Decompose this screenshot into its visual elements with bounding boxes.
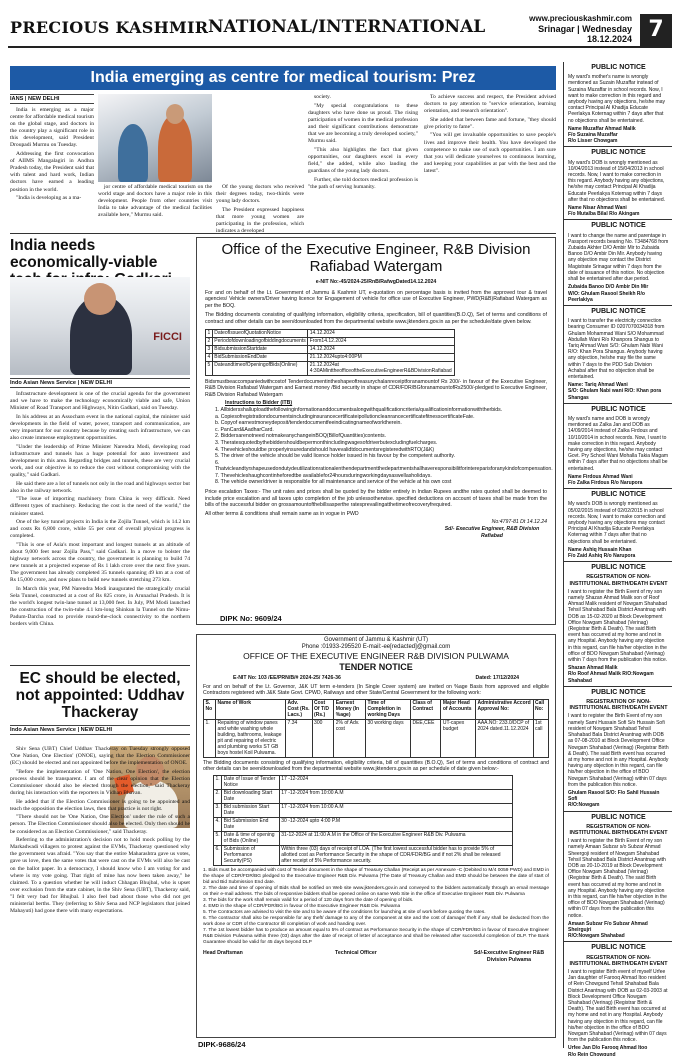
paragraph: "India is developing as a ma-: [16, 195, 82, 202]
paragraph: 4. Thevehicleshouldbe properlyinsuredandshould havevalidtdocumentsregisteredwithRTO(J&K): [215, 446, 435, 453]
notice-heading: PUBLIC NOTICE: [591, 149, 646, 157]
table-cell: BidSubmissionEndDate: [212, 353, 307, 361]
tender2-dated: Dated: 17/12/2024: [475, 675, 519, 681]
notice-heading: PUBLIC NOTICE: [591, 688, 646, 696]
table-cell: Bid submission Start Date: [222, 803, 280, 817]
notice-signature: Shazan Ahmad Malik R/o Roof Ahmad Malik R/O:Nowgam Shahabad: [568, 665, 654, 684]
notice-signature: Name: Tariq Ahmad Wani S/O: Ghulam Nabi wani R/O: Khan pora Shangas: [568, 382, 662, 401]
table-row: [206, 361, 455, 375]
public-notice: [564, 687, 672, 812]
tender2-notes: [203, 868, 549, 946]
notice-signature: Name Nisar Ahmad Wani F/o Mutalba Bilal R/o Akingam: [568, 205, 640, 218]
table-row: [206, 337, 455, 345]
column-header: Name of Work: [216, 699, 286, 719]
paragraph: India is emerging as a major centre for affordable medical tourism on the global stage, and doctors in the country play a significant role in this development, said President Droupadi Murmu on Tuesday.: [10, 107, 94, 149]
lead-col-1: [10, 94, 94, 204]
newspaper-logo: PRECIOUS KASHMIR: [10, 18, 209, 37]
table-cell: 31-12-2024 at 11:00 A.M in the Office of the Executive Engineer R&B Div. Pulwama: [279, 831, 512, 845]
notice-heading: PUBLIC NOTICE: [591, 564, 646, 572]
paragraph: jor centre of affordable medical tourism on the world stage and doctors have a major role in this development. People from other countries visit India to take advantage of the medical facilities available here," Murmu said.: [98, 184, 212, 219]
table-cell: 30 -12-2024 upto 4:00 P.M: [279, 817, 512, 831]
notice-signature: Amaan Subzar F/o Subzar Ahmad Sheirgujri R/O:Nowgam Shahabad: [568, 920, 648, 940]
paragraph: 8. The vehicle owner/driver is responsible for all maintenance and service of the vehicle at his own cost: [215, 479, 452, 486]
table-cell: 3.: [214, 803, 222, 817]
table-cell: Bid Submission End Date: [222, 817, 280, 831]
lead-text-4: [308, 94, 418, 192]
notice-subheading: REGISTRATION OF NON-INSTITUTIONAL BIRTH/DEATH EVENT: [569, 699, 668, 712]
column-header: Adv. Cost (Rs. Lacs.): [286, 699, 313, 719]
column-header: Time of Completion in working Days: [365, 699, 410, 719]
tender1-title: Office of the Executive Engineer, R&B Division Rafiabad Watergam: [221, 241, 531, 275]
paragraph: b. Copyof earnestmoneydeposit/tenderdocumentfeeindicatingnameofworktherein.: [215, 420, 402, 427]
tender2-work-table: [203, 699, 549, 758]
paragraph: "This also highlights the fact that given opportunities, our daughters excel in every field," she added, while also lauding the guardians of the young lady doctors.: [308, 146, 418, 174]
ec-byline: Indo Asian News Service | NEW DELHI: [10, 725, 190, 735]
tender2-office: OFFICE OF THE EXECUTIVE ENGINEER R&B DIVISION PULWAMA: [243, 651, 509, 661]
tender1-para3: Bidsmustbeaccompaniedwithcostof Tenderdocumentintheshapeoftreasurychalanreceiptforanamountof Rs 200/- in favour of the Executive Engineer, R&B Division Rafiabad Watergam and Earnest money /Bid security in shape of CDR/FDR/BGforanamountofRs2500/-pledged to Executive Engineer, R&B Division Rafiabad Watergam: [205, 378, 547, 398]
notice-signature: Zubaida Banoo D/O Ambir Din Mir W/O: Ghulam Rasool Sheikh R/o Peerlakiya: [568, 284, 649, 303]
table-row: [206, 345, 455, 353]
paragraph: 5. The driver of the vehicle should be valid licence holder issued in his favour by the competent authority.: [215, 453, 456, 460]
table-cell: 30 working days: [365, 719, 410, 757]
table-cell: 21.12.2024upto4:00PM: [308, 353, 455, 361]
table-row: [214, 775, 513, 789]
table-cell: Periodofdownloadingofbiddingdocuments: [214, 338, 306, 345]
tender1-nit: e-NIT No:-45/2024-25/RnB/RafwgDated14.12.2024: [315, 279, 437, 285]
notice-body: My ward's DOB is wrongly mentioned as 05/02/2015 instead of 02/02/2015 in school records. Now, I want to make correction and anybody having any objections may contact Principal Al Khadija Educate Peerlakya Koternag within 7 days after that no objections shall be entertained.: [568, 501, 666, 545]
paragraph: In his address at an Assocham event in the national capital, the minister said developments in the field of water, power, transport and communication, are very important for our country because by creating such infrastructure, we can also create immense employment opportunities.: [10, 413, 190, 442]
tender-notice-rafiabad: [196, 237, 556, 625]
notice-body: I want to register the Birth Event of my son namely Sami Hussain Sofi S/o Hussain Sofi resident of Nowgam Shahabad Tehsil Shahabad Bala District Anantnag with DOB as 07-08-2010 at Block Development Office Nowgam Shahabad (Verinag) (Registrar Birth & Death). The said Birth event has occurred at my home and not in any Hospital. Anybody having any objection in this regard, can file his/her objection in the office of BDO Nowgam Shahabad (Verinag) within 07 days from the publication this notice.: [568, 713, 669, 788]
paragraph: "You will get invaluable opportunities to save people's lives and improve their health. You have developed the competence to make use of such opportunities. I am sure that you will dedicate yourselves to continuous learning, and keeping your capabilities at par with the best and the latest".: [424, 132, 556, 174]
table-cell: 6.: [214, 845, 222, 865]
table-cell: 14.12.2024: [308, 345, 455, 353]
table-cell: Date of Issue of Tender Notice: [222, 775, 280, 789]
murmu-photo: [98, 94, 212, 182]
issue-date: 18.12.2024: [586, 34, 632, 44]
notice-body: I want to register the Birth Event of my son namely Shazan Ahmad Malik son of Roof Ahmad Malik resident of Nowgam Shahabad Tehsil Shahabad Bala District Anantnag with DOB as 15-02-2020 at Block Development Office Nowgam Shahabad (Verinag) (Registrar Birth & Death). The said Birth event has occurred at my home and not in any Hospital. Anybody having any objection in this regard, can file his/her objection in the office of BDO Nowgam Shahabad (Verinag) within 7 days from the publication this notice.: [568, 588, 668, 664]
notice-heading: PUBLIC NOTICE: [591, 64, 646, 71]
table-cell: 2: [207, 338, 211, 345]
paragraph: c. PanCard&AadharCard.: [215, 426, 274, 433]
lead-text-3: [216, 184, 304, 237]
notice-heading: PUBLIC NOTICE: [591, 491, 646, 499]
lead-headline-banner: [10, 66, 556, 90]
masthead: [8, 14, 672, 48]
paragraph: 2. Biddersarenotneed notmakeanychangeinBOQ(BillofQuantities)contents.: [215, 433, 387, 440]
photo-caption: FICCI: [153, 331, 182, 343]
tender1-ref: No:4797-81 Dt 14.12.24: [491, 519, 547, 526]
notice-subheading: REGISTRATION OF NON-INSTITUTIONAL BIRTH/DEATH EVENT: [569, 574, 668, 587]
table-cell: UT-capex budget: [441, 719, 476, 757]
tender1-para2: The Bidding documents consisting of qualifying information, eligibility criteria, specification, bill of quantities(B.O.Q), Set of terms and conditions of contract and other details can be seen/downloaded from the departmental website www.jktenders.gov.in as per the schedule/date given below.: [205, 312, 547, 325]
table-cell: 17 -12-2024: [279, 775, 512, 789]
table-cell: 2% of Adv. cost: [334, 719, 366, 757]
table-cell: 300: [312, 719, 334, 757]
lead-text-2: [98, 184, 212, 221]
public-notice: [564, 562, 672, 687]
notice-body: My ward's name and DOB is wrongly mentioned as Zalka Jan and DOB as 14/09/2014 instead of Zalka Firdous and 10/10/2014 in school records. Now, I want to make correction in this regard. Anybody having any objections, he/she may contact Govt. Pry School Wani Mohalla Takia Magam within 7 days after that no objections shall be entertained.: [568, 415, 669, 472]
notice-heading: PUBLIC NOTICE: [591, 944, 646, 952]
table-row: [206, 329, 455, 337]
column-header: Call No:: [533, 699, 548, 719]
column-header: Class of Contract: [410, 699, 440, 719]
table-cell: 4.: [214, 817, 222, 831]
paragraph: "There should not be 'One Nation, One Election' under the rule of such a person. The Election Commissioner should also be elected. Only then should he be considered as an Election Commissioner," said Thackeray.: [10, 814, 190, 835]
notice-subheading: REGISTRATION OF NON-INSTITUTIONAL BIRTH/DEATH EVENT: [569, 823, 668, 836]
table-row: [204, 719, 549, 757]
paragraph: 1. Bids must be accompanied with cost of Tender document in the shape of Treasury Challan (Receipt as per Annexure -C (Debited to M/4 0059 PWD) and EMD in the shape of CDR/FDR/BG pledged to the Executive Engineer R&B Div. Pulwama (The Date of Treasury Challan and EMD should be between the date of start of bid and Bid Submission End date.: [203, 867, 549, 885]
table-row: [214, 817, 513, 831]
notice-signature: Ghulam Rasool S/O: F/o Sahil Hussain Sofi R/O:Nowgam: [568, 789, 660, 809]
sig-head-draftsman: Head Draftsman: [203, 949, 243, 956]
table-cell: Date & time of opening of Bids (Online): [222, 831, 280, 845]
tender1-para4: Price escalation Taxes:- The unit rates and prices shall be quoted by the bidder entirely in Indian Rupees andthe rates quoted shall be deemed to include price escalation and all taxes upto completion of the job unlessotherwise. specified deductions on account of taxes shall be made from the bills of the successful bidder on grossamountofthebillsasperthe ratesprevailingatthetimeofrecoveryfrequired.: [205, 489, 547, 509]
paragraph: Of the young doctors who received their degrees today, two-thirds were young lady doctors.: [216, 184, 304, 205]
column-header: Earnest Money (In %age): [334, 699, 366, 719]
paragraph: 7. Thevehicleshaughcontinheforedtbe availablefor24hoursduringworkingdaysaswellasholidays.: [215, 472, 432, 479]
notice-body: My ward's DOB is wrongly mentioned as 10/04/2013 instead of 15/04/2013 in school records. Now, I want to make correction in this regard. Anybody having any objections, he/she may contact Principal Al Khadija Educate Peerlakya Koternag within 7 days after that no objections shall be entertained.: [568, 159, 666, 203]
paragraph: One of the key tunnel projects in India is the Zojila Tunnel, which is 14.2 km and costs Rs 6,800 crore, while 55 per cent of overall physical progress is completed.: [10, 519, 190, 540]
notice-body: I want to register the Birth Event of my son namely Amaan Subzar s/o Subzar Ahmad Sheergoji resident of Nowgam Shahabad Tehsil Shahabad Bala District Anantnag with DOB as 20-10-2019 at Block Development Office Nowgam Shahabad (Verinag) (Registrar Birth & Death). The said Birth event has occurred at my home and not in any Hospital. Anybody having any objection in this regard, can file his/her objection in the office of BDO Nowgam Shahabad (Verinag) within 07 days from the publication this notice.: [568, 838, 667, 919]
lead-headline: India emerging as centre for medical tourism: Prez: [90, 69, 476, 86]
paragraph: In March this year, PM Narendra Modi inaugurated the strategically crucial Sela Tunnel, constructed at a cost of Rs 825 crore, in Arunachal Pradesh. It is the world's longest twin-lane tunnel at 13,000 feet. In July, PM Modi launched the construction of the twin-tube 4.1 km-long Shinkun la Tunnel on the Nimu-Padum-Darcha road to provide round-the-clock connectivity to the northern borders with China.: [10, 585, 190, 628]
table-row: [214, 803, 513, 817]
table-cell: Repairing of window panes and white washing whole building, bathrooms, leakage pit and repairing of electric and plumbing works ST GB boys hostel Koil Pulwama.: [216, 719, 286, 757]
table-cell: 5: [206, 361, 213, 375]
paragraph: The President expressed happiness that more young women are participating in the profession, which indicates a developed: [216, 206, 304, 235]
place-date: Srinagar | Wednesday: [538, 24, 632, 34]
table-row: [214, 845, 513, 865]
notice-body: I want to transfer the electricity connection bearing Consumer ID 0207070034318 from Ghulam Mohammad Wani S/O Mohammad Abdullah Wani R/o Khanpora Shangus to Tariq Ahmad Wani S/O: Ghulam Nabi Wani R/O: Khan Pora Shangus. Anybody having any objection, he/she may file the same within 7 days to the PDD Sub Division Achabal after that no objection shall be entertained.: [568, 318, 665, 380]
masthead-info: [529, 14, 632, 44]
table-cell: 17 -12-2024 from 10:00 A.M: [279, 789, 512, 803]
notice-signature: Urfee Jan D/o Farooq Ahmad Itoo R/o Rein Chowgund: [568, 1045, 648, 1056]
table-cell: 5.: [214, 831, 222, 845]
notice-heading: PUBLIC NOTICE: [591, 307, 646, 315]
table-row: [206, 353, 455, 361]
table-cell: Bid downloading Start Date: [222, 789, 280, 803]
paragraph: 1. Allbidersshalluploadthefollowinginformationanddocumentsalongwithqualificationcriteria/qualificationinformationwiththerbids.: [215, 406, 503, 413]
table-cell: DateofIssueofQuotationNotice: [212, 329, 307, 337]
public-notice: [564, 306, 672, 404]
sig-executive-engineer: Sd/-Executive Engineer R&B Division Pulwama: [473, 949, 545, 963]
gadkari-text: [10, 391, 190, 629]
table-cell: From14.12.2024: [308, 337, 455, 345]
ec-headline: EC should be elected, not appointed: Uddhav Thackeray: [15, 670, 185, 721]
table-cell: 1st call: [533, 719, 548, 757]
notice-subheading: REGISTRATION OF NON-INSTITUTIONAL BIRTH/DEATH EVENT: [569, 954, 668, 967]
tender1-dipk: DIPK No: 9609/24: [220, 614, 282, 623]
tender1-para5: All other terms & conditions shall remain same as in vogue in PWD: [205, 510, 359, 517]
lead-text-5: [424, 94, 556, 177]
paragraph: He added that if the Election Commissioner is going to be appointed and teach the opposition the election laws, then that practice is not right.: [10, 798, 190, 812]
tender2-govt: Government of Jammu & Kashmir (UT): [323, 637, 429, 643]
paragraph: Further, she told doctors medical profession is "the path of serving humanity.: [308, 176, 418, 190]
table-cell: DateandtimeofOpeningofBids(Online): [212, 361, 307, 375]
ec-story: [10, 670, 190, 738]
paragraph: She added that between fame and fortune, "they should give priority to fame".: [424, 116, 556, 130]
notice-body: My ward's mother's name is wrongly mentioned as Suzain Muzaffar instead of Suzaina Muzaffar in school records. Now, I want to make correction in this regard and anybody having any objections, he/she may contact Principal Al Khadija Educate Peerlakya Koternag within 7 days after that no objections shall be entertained.: [568, 74, 666, 124]
paragraph: 5. The Contractors are advised to visit the site and to be aware of the conditions for launching at site of work before quoting the rates.: [203, 909, 486, 915]
paragraph: "The issue of importing machinery from China is very difficult. Need different types of machinery. Reducing the cost is the need of the world," the minister stated.: [10, 496, 190, 517]
lead-text: [10, 107, 94, 202]
tender2-schedule: [213, 775, 513, 866]
tender2-enit: E-NIT No: 103 /EE/PRN/B/# 2024-25/ 7426-36: [233, 675, 341, 681]
tender2-phone: Phone :01933-295520 E-mail:-ee[redacted]@gmail.com: [301, 644, 451, 650]
paragraph: a. CopiesofregistrationdocumentsincludinginsurancecertificateipollutioncleanrancecertificatefitnesscertificateFate.: [215, 413, 475, 420]
notice-signature: Name Ashiq Hussain Khan F/o Zaid Ashiq R/o Narupora: [568, 546, 636, 560]
paragraph: society.: [314, 94, 331, 100]
gadkari-photo: [10, 277, 190, 375]
notice-signature: Name Firdous Ahmad Wani F/o Zalka Firdous R/o Narupora: [568, 473, 643, 486]
tender1-intro: For and on behalf of the Lt. Government of Jammu & Kashmir UT, e-quotation on percentage basis is invited from the approved tour & travel agencies/ Vehicle owners/Driver having licence for Engagement of vehicle for office use of Executive Engineer, PWD(R&B)Rafiabad Watergam as per the BOQ.: [205, 289, 547, 309]
table-cell: 3: [207, 346, 211, 353]
paragraph: 3. Theratesquotedbythebiddershouldbepermonthincludingwagesofdriverbutexcludingfuelcharges.: [215, 439, 438, 446]
paragraph: Addressing the first convocation of AIIMS Mangalagiri in Andhra Pradesh today, the President said that with talent and hard work, Indian doctors have earned a leading position in the world.: [10, 151, 94, 193]
notice-heading: PUBLIC NOTICE: [591, 813, 646, 821]
public-notice: [564, 147, 672, 220]
table-cell: 1.: [214, 775, 222, 789]
column-header: Major Head of Accounts: [441, 699, 476, 719]
public-notice: [564, 489, 672, 562]
public-notice: [564, 62, 672, 147]
table-cell: AAA.NO: 233.0/DCP of 2024 dated.11.12.2024: [475, 719, 533, 757]
public-notice: [564, 404, 672, 489]
table-cell: 1.: [204, 719, 216, 757]
instructions-list: [205, 406, 553, 486]
instructions-title: Instructions to Bidder (ITB): [225, 400, 293, 407]
table-row: [214, 831, 513, 845]
notice-heading: PUBLIC NOTICE: [591, 405, 646, 413]
table-cell: 2.: [214, 789, 222, 803]
table-cell: 4: [207, 354, 211, 361]
website[interactable]: www.preciouskashmir.com: [529, 14, 632, 23]
tender2-title: TENDER NOTICE: [339, 662, 413, 672]
table-cell: Within three (03) days of receipt of LOA. (The first lowest successful bidder has to provide 5% of allotted cost as Performance Security in the shape of CDR/FDR/BG and if not 2% shall be released after receipt of 5% Performance security.: [279, 845, 512, 865]
notice-heading: PUBLIC NOTICE: [591, 222, 646, 230]
paragraph: 3. The bids for the work shall remain valid for a period of 120 days from the date of opening of bids.: [203, 897, 414, 903]
paragraph: He said there are a lot of tunnels not only in the road and highways sector but also in the railway network.: [10, 480, 190, 494]
gadkari-byline: Indo Asian News Service | NEW DELHI: [10, 378, 190, 388]
table-cell: 14.12.2024: [308, 329, 455, 337]
column-header: Administrative Accord Approval No:: [475, 699, 533, 719]
paragraph: 7. The 1st lowest bidder has to produce an amount equal to 5% of contract as Performance Security in the shape of CDR/FDR/BG in favour of Executive Engineer R&B Division Pulwama within three (03) days after the date of receipt of letter of acceptance and shall be released after successful completion of DLP. The Bank Guarantee should be valid for 45 days beyond DLP: [203, 927, 549, 945]
ec-text: [10, 746, 190, 917]
paragraph: "Under the leadership of Prime Minister Narendra Modi, developing road infrastructure and tunnels has a huge potential for auto investment and development in this area. Regarding bridges and tunnels, these are very crucial work, and our objective is to reduce the cost without compromising with the quality," said Gadkari.: [10, 443, 190, 479]
paragraph: 6. The contractor shall also be responsible for any theft/ damage to any of the component at site and the cost of damage/ theft if any shall be deducted from the work done or CDR of the Contractor till completion of work and handing over.: [203, 915, 549, 927]
paragraph: 6. Thatvicleandtyrshapeusedondutydeutilizationrationalenthendepartmentthedepartmentshallhaveresponsibilitforintereparisforanykindofcompensation.: [215, 459, 553, 473]
tender-notice-pulwama: [196, 634, 556, 1038]
public-notice: [564, 942, 672, 1056]
tender2-intro: For and on behalf of the Lt. Governor, J&K UT term e-tenders (In Single Cover system) are invited on %age Basis from approved and eligible Contractors registered with J&K State Govt. CPWD, Railways and other State/Central Government for the following work:: [203, 683, 549, 697]
paragraph: To achieve success and respect, the President advised doctors to pay attention to "service orientation, learning orientation, and research orientation".: [424, 94, 556, 115]
paragraph: "My special congratulations to these daughters who have done us proud. The rising participation of women in the medical profession and their significant contributions demonstrate that we are becoming a truly developed society," Murmu said.: [308, 102, 418, 145]
table-cell: 7.34: [286, 719, 313, 757]
tender2-para2: The Bidding documents consisting of qualifying information, eligibility criteria, bill of quantities (B.O.Q), Set of terms and conditions of contract and other details can be seen/downloaded from the departmental website www.jktenders.gov.in as per schedule of date given below:-: [203, 759, 549, 773]
paragraph: 2. The date and time of opening of Bids shall be notified on Web site www.jktenders.gov.in and conveyed to the bidders automatically through an email message on their e-mail address. The bids of responsive bidders shall be opened online on same Web Site in the office of Executive Engineer R&B Div. Pulwama: [203, 885, 549, 897]
public-notice: [564, 220, 672, 305]
notice-signature: Name Muzaffar Ahmad Malik F/o Suzaina Muzaffar R/o Lisser Chowgam: [568, 125, 636, 145]
column-header: S. No: [204, 699, 216, 719]
paragraph: 4. EMD in the shape of CDR/FDR/BG in favour of the Executive Engineer R&B Div. Pulwama: [203, 903, 401, 909]
tender1-signatory: Sd/- Executive Engineer, R&B Division Rafiabad: [444, 526, 540, 539]
notice-body: I want to change the name and parentage in Passport records bearing No. T3484768 from Zubaida Akhter D/O Ambir Mir to Zubaida Banoo D/O Ambir Din Mir. Anybody having any objection may contact the District Magistrate Srinagar within 7 days from the date of issuance of this notice. No objection shall be entertained after due period.: [568, 232, 669, 283]
notice-body: I want to register Birth event of myself Urfee Jan daughter of Farooq Ahmad Itoo resident of Rein Chowgund Tehsil Shahabad Bala District Anantnag with DOB as 02-03-2003 at Block Development Office Nowgam Shahabad (Verinag) (Registrar Birth & Death). The said Birth event has occurred at my home and not in any Hospital. Anybody having any objection in this regard, can file his/her objection in the office of BDO Nowgam Shahabad (Verinag) within 07 days from the publication this notice.: [568, 969, 668, 1044]
table-cell: BidsubmissionStartdate: [212, 345, 307, 353]
sig-technical-officer: Technical Officer: [335, 949, 377, 956]
paragraph: Referring to the administration's decision not to hold mock polling by the Markadwadi villagers to protest against the EVMs, Thackeray questioned why the government was afraid. "You say that the entire Maharashtra gave us votes, gave us love, then the same votes that were cast on the EVMs will also be cast on the ballot paper. In a democracy, I should know who I am voting for and where is my vote going. That right of mine has now been taken away," he claimed. To a question whether he will induct Chhagan Bhujbal, who is upset over exclusion from the state cabinet, in the Shiv Sena (UBT), Thackeray said, "I felt very bad for Bhujbal. I also feel bad about those who did not get ministerial berths. They (referring to Shiv Sena and NCP legislators that joined Mahayuti) had gone there with many expectations.: [10, 837, 190, 915]
table-cell: 17 -12-2024 from 10:00 A.M: [279, 803, 512, 817]
gadkari-headline: India needs economically-viable: [10, 237, 158, 271]
table-cell: Submission of Performance Security(PS): [222, 845, 280, 865]
paragraph: Shiv Sena (UBT) Chief Uddhav Thackeray on Tuesday strongly opposed 'One Nation, One Election' (ONOE), saying that the Election Commissioner (EC) should be elected and not appointed before the implementation of ONOE.: [10, 746, 190, 767]
paragraph: Infrastructure development is one of the crucial agenda for the government and we have to make the technology economically viable and safe, Union Minister of Road Transport and Highways, Nitin Gadkari, said on Tuesday.: [10, 391, 190, 412]
public-notice: [564, 812, 672, 943]
page-number: 7: [640, 14, 672, 46]
lead-byline: IANS | NEW DELHI: [10, 94, 94, 104]
tender1-schedule: [205, 329, 455, 376]
table-cell: 21.12.2024at 4:30AMinttheofficeoftheExecutiveEngineerR&BDivisionRafiabad: [308, 361, 455, 375]
paragraph: "This is one of Asia's most important and longest tunnels at an altitude of about 9,000 feet near Zojila Pass," said Gadkari. In a move to bolster the highway network across the country, the government is planning to build 74 new tunnels at a projected expense of Rs 1 lakh crore over the next five years. The government has already completed 35 tunnels spanning 49 km at a cost of Rs 15,000 crore, and now plans to build new tunnels stretching 273 km.: [10, 541, 190, 584]
paragraph: "Before the implementation of 'One Nation, One Election', the election process should be transparent. I am of the clear opinion that the Election Commissioner should also be elected through the election," said Thackeray during his interaction with the reporters in Vidhan Bhavan.: [10, 768, 190, 797]
column-header: Cost Of T/D (Rs.): [312, 699, 334, 719]
tender2-dipk: DIPK-9686/24: [198, 1040, 246, 1049]
table-row: [214, 789, 513, 803]
table-cell: DEE,CEE: [410, 719, 440, 757]
section-title: NATIONAL/INTERNATIONAL: [208, 17, 486, 37]
table-cell: 1: [207, 330, 211, 337]
public-notices-column: [563, 62, 672, 1056]
